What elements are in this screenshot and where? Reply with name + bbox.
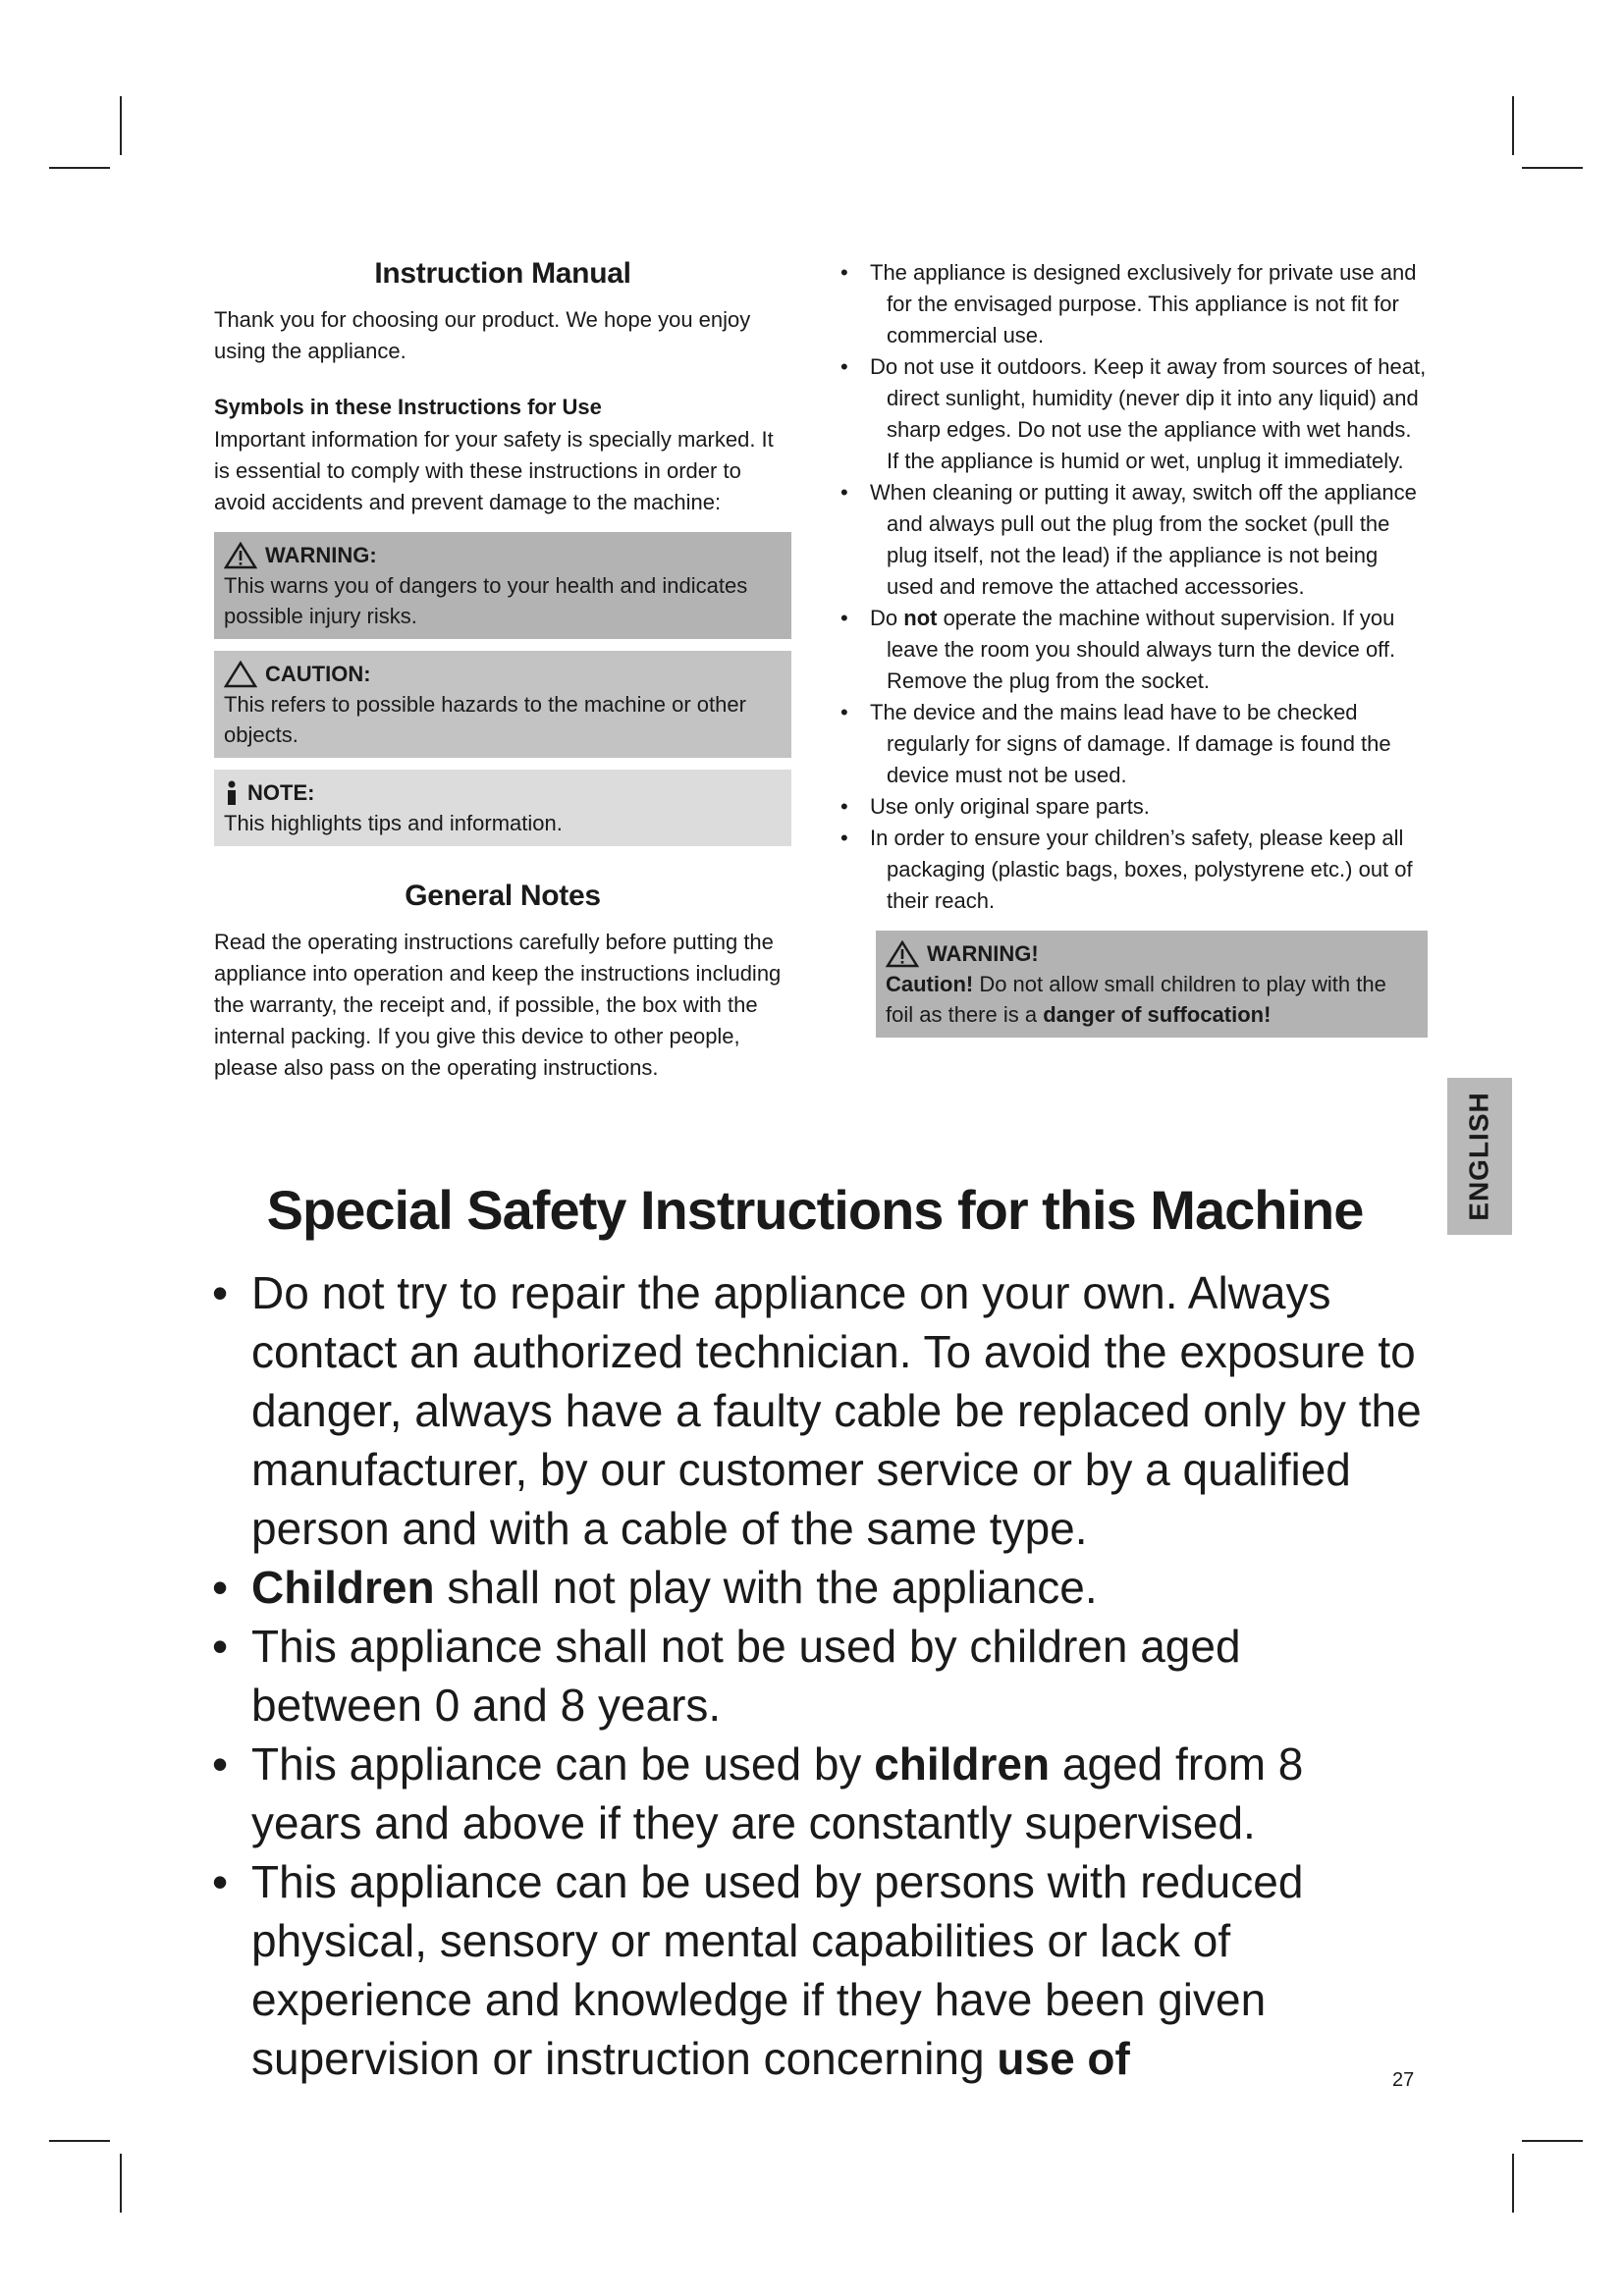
note-text: This highlights tips and information. (224, 811, 563, 835)
list-item: • This appliance can be used by persons with reduced physical, sensory or mental capabilities or lack of experience and knowledge if they have been given supervision or instruction concerning use of (206, 1852, 1424, 2088)
general-notes-title: General Notes (405, 880, 601, 912)
note-label: NOTE: (247, 780, 315, 805)
bullet: • (840, 260, 848, 285)
bullet: • (212, 1267, 229, 1318)
bullet: • (840, 794, 848, 819)
bullet: • (212, 1856, 229, 1907)
language-tab-label: ENGLISH (1464, 1092, 1494, 1221)
list-item: • Do not use it outdoors. Keep it away from sources of heat, direct sunlight, humidity (never dip it into any liquid) and sharp edges. Do not use the appliance with wet hands. If the appliance is humid or wet, unplug it immediately. (837, 351, 1428, 477)
list-item: • The appliance is designed exclusively for private use and for the envisaged purpose. This appliance is not fit for commercial use. (837, 257, 1428, 351)
list-item: • Use only original spare parts. (837, 791, 1428, 823)
bullet: • (840, 480, 848, 505)
bullet: • (840, 700, 848, 724)
warning-triangle-icon (224, 542, 257, 569)
caution-box-title (224, 659, 782, 689)
list-item: • This appliance can be used by children aged from 8 years and above if they are constantly supervised. (206, 1735, 1424, 1852)
symbols-heading: Symbols in these Instructions for Use (214, 395, 602, 419)
page-number: 27 (1392, 2069, 1415, 2091)
left-column (214, 257, 791, 1084)
bullet: • (840, 826, 848, 850)
note-box (214, 770, 791, 846)
instruction-manual-title: Instruction Manual (374, 257, 631, 290)
warning-triangle-icon (886, 940, 919, 968)
crop-mark (120, 2154, 122, 2213)
crop-mark (1522, 2140, 1583, 2142)
crop-mark (1512, 96, 1514, 155)
suffocation-warning-title (886, 938, 1418, 969)
general-notes-text: Read the operating instructions carefully before putting the appliance into operation and keep the instructions including the warranty, the receipt and, if possible, the box with the internal packing. If you give this device to other people, please also pass on the operating instructions. (214, 930, 782, 1080)
intro-text: Thank you for choosing our product. We hope you enjoy using the appliance. (214, 307, 751, 363)
right-column (837, 257, 1428, 1049)
caution-box (214, 651, 791, 758)
symbols-text: Important information for your safety is specially marked. It is essential to comply with these instructions in order to avoid accidents and prevent damage to the machine: (214, 427, 774, 514)
warning-box-title (224, 540, 782, 570)
general-notes-list (837, 257, 1428, 917)
suffocation-warning-box (876, 931, 1428, 1038)
caution-text: This refers to possible hazards to the machine or other objects. (224, 692, 746, 747)
bullet: • (840, 606, 848, 630)
special-safety-title: Special Safety Instructions for this Machine (266, 1179, 1364, 1241)
special-safety-section (206, 1178, 1424, 2088)
info-icon (224, 779, 240, 807)
warning-box (214, 532, 791, 639)
bullet: • (212, 1738, 229, 1789)
list-item: • Do not try to repair the appliance on your own. Always contact an authorized technician. To avoid the exposure to danger, always have a faulty cable be replaced only by the manufacturer, by our customer service or by a qualified person and with a cable of the same type. (206, 1263, 1424, 1558)
crop-mark (120, 96, 122, 155)
warning-text: This warns you of dangers to your health and indicates possible injury risks. (224, 573, 748, 628)
crop-mark (49, 2140, 110, 2142)
list-item: • Children shall not play with the appliance. (206, 1558, 1424, 1617)
crop-mark (1512, 2154, 1514, 2213)
crop-mark (1522, 167, 1583, 169)
language-tab (1447, 1078, 1512, 1235)
note-box-title (224, 777, 782, 808)
caution-triangle-icon (224, 661, 257, 688)
bullet: • (212, 1562, 229, 1613)
list-item: • Do not operate the machine without supervision. If you leave the room you should always turn the device off. Remove the plug from the socket. (837, 603, 1428, 697)
list-item: • When cleaning or putting it away, switch off the appliance and always pull out the plug from the socket (pull the plug itself, not the lead) if the appliance is not being used and remove the attached accessories. (837, 477, 1428, 603)
list-item: • In order to ensure your children’s safety, please keep all packaging (plastic bags, boxes, polystyrene etc.) out of their reach. (837, 823, 1428, 917)
caution-label: CAUTION: (265, 662, 371, 686)
list-item: • This appliance shall not be used by children aged between 0 and 8 years. (206, 1617, 1424, 1735)
crop-mark (49, 167, 110, 169)
special-safety-list (206, 1263, 1424, 2088)
bullet: • (212, 1621, 229, 1672)
bullet: • (840, 354, 848, 379)
warning-label: WARNING! (927, 941, 1039, 966)
list-item: • The device and the mains lead have to be checked regularly for signs of damage. If damage is found the device must not be used. (837, 697, 1428, 791)
suffocation-warning-text: Caution! Do not allow small children to play with the foil as there is a danger of suffocation! (886, 972, 1386, 1027)
warning-label: WARNING: (265, 543, 377, 567)
